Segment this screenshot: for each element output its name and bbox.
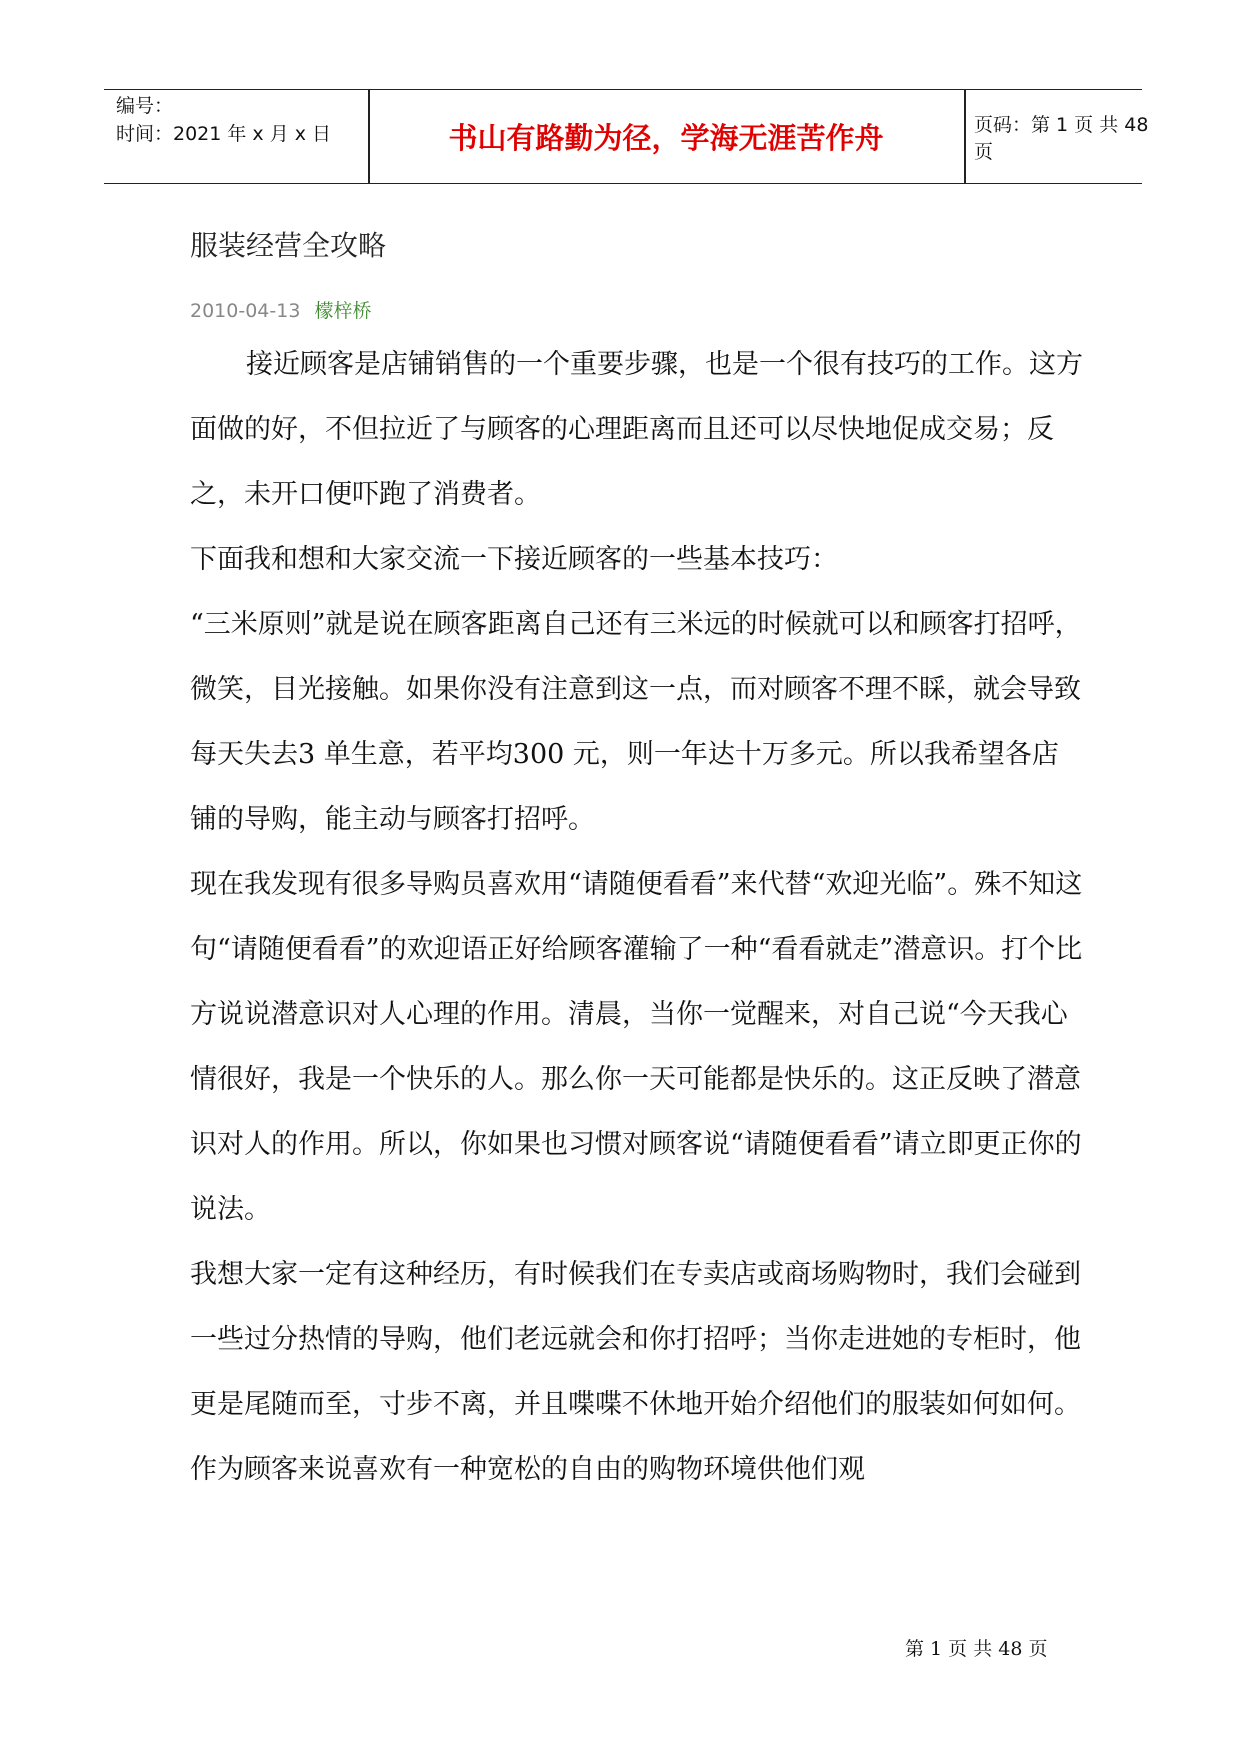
article-meta [190,296,371,323]
article-author-link[interactable]: 檬梓桥 [314,300,372,322]
page-footer: 第 1 页 共 48 页 [905,1638,1048,1660]
article-body [190,332,1085,1502]
paragraph: 我想大家一定有这种经历，有时候我们在专卖店或商场购物时，我们会碰到一些过分热情的导购，他们老远就会和你打招呼；当你走进她的专柜时，他更是尾随而至，寸步不离，并且喋喋不休地开始介绍他们的服装如何如何。作为顾客来说喜欢有一种宽松的自由的购物环境供他们观 [190,1259,1081,1485]
paragraph: 接近顾客是店铺销售的一个重要步骤，也是一个很有技巧的工作。这方面做的好，不但拉近了与顾客的心理距离而且还可以尽快地促成交易；反之，未开口便吓跑了消费者。 [190,349,1083,510]
paragraph: 下面我和想和大家交流一下接近顾客的一些基本技巧： [190,544,838,575]
paragraph: “三米原则”就是说在顾客距离自己还有三米远的时候就可以和顾客打招呼，微笑，目光接触。如果你没有注意到这一点，而对顾客不理不睬，就会导致每天失去3 单生意，若平均300 元，则一年达十万多元。所以我希望各店铺的导购，能主动与顾客打招呼。 [190,609,1082,835]
article-title: 服装经营全攻略 [190,229,387,262]
time-label: 时间：2021 年 x 月 x 日 [116,123,332,145]
number-label: 编号： [116,95,174,117]
article-date: 2010-04-13 [190,300,301,322]
paragraph: 现在我发现有很多导购员喜欢用“请随便看看”来代替“欢迎光临”。殊不知这句“请随便看看”的欢迎语正好给顾客灌输了一种“看看就走”潜意识。打个比方说说潜意识对人心理的作用。清晨，当你一觉醒来，对自己说“今天我心情很好，我是一个快乐的人。那么你一天可能都是快乐的。这正反映了潜意识对人的作用。所以，你如果也习惯对顾客说“请随便看看”请立即更正你的说法。 [190,869,1083,1225]
document-header [104,89,1149,184]
header-info [116,90,366,183]
header-motto: 书山有路勤为径，学海无涯苦作舟 [448,121,884,155]
header-page-info: 页码：第 1 页 共 48 页 [974,113,1149,163]
